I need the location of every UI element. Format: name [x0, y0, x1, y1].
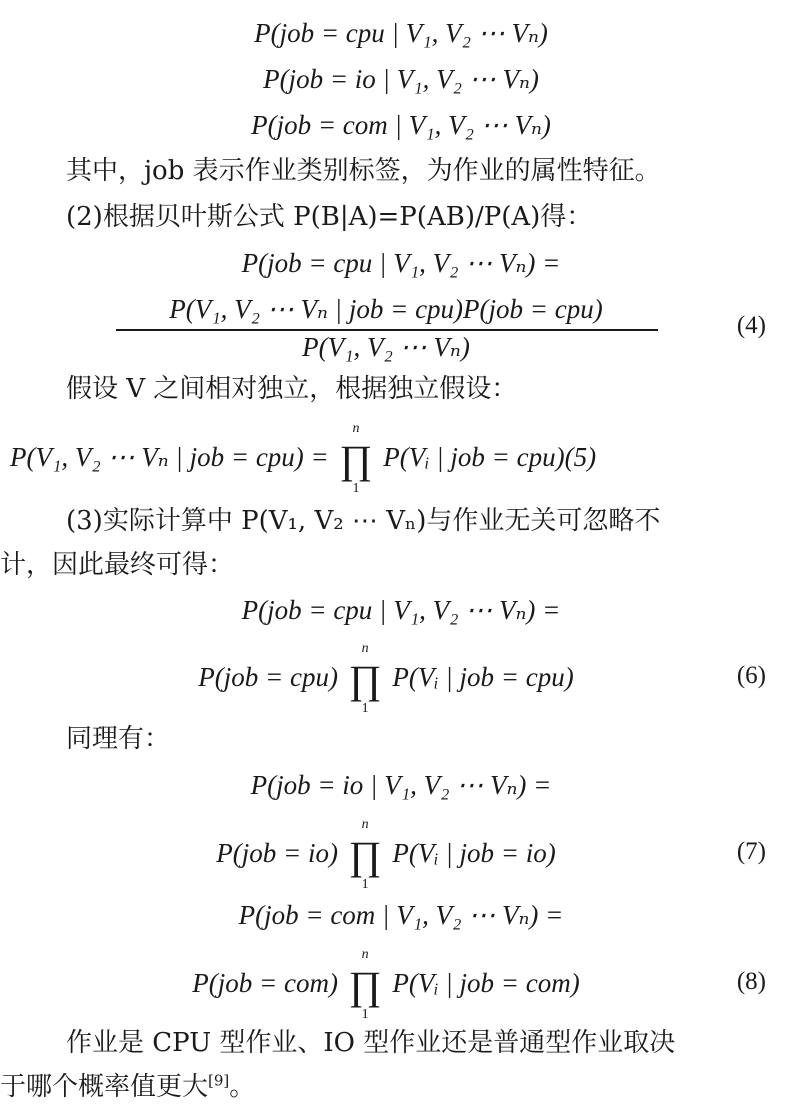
paragraph-independence: 假设 V 之间相对独立，根据独立假设： — [66, 374, 518, 404]
equation-8-number: (8) — [736, 968, 766, 995]
equation-8-lhs: P(job = com | V₁, V₂ ⋯ Vₙ) = — [238, 900, 564, 930]
equation-4-number: (4) — [736, 312, 766, 339]
equation-8-rhs: P(job = com) ∏ n 1 P(Vᵢ | job = com) — [192, 947, 580, 1022]
product-symbol: ∏ n 1 — [348, 641, 382, 716]
equation-4-lhs: P(job = cpu | V₁, V₂ ⋯ Vₙ) = — [241, 248, 561, 278]
paragraph-similarly: 同理有： — [66, 724, 171, 754]
equation-io-conditional: P(job = io | V₁, V₂ ⋯ Vₙ) — [263, 64, 539, 94]
paragraph-conclusion-line1: 作业是 CPU 型作业、IO 型作业还是普通型作业取决 — [66, 1028, 676, 1058]
equation-4-numerator: P(V₁, V₂ ⋯ Vₙ | job = cpu)P(job = cpu) — [169, 294, 603, 324]
product-symbol: ∏ n 1 — [348, 947, 382, 1022]
equation-cpu-conditional: P(job = cpu | V₁, V₂ ⋯ Vₙ) — [254, 18, 548, 48]
product-symbol: ∏ n 1 — [339, 421, 373, 496]
paragraph-calculation-line2: 计，因此最终可得： — [0, 550, 235, 580]
citation-ref[interactable]: [9] — [208, 1071, 230, 1090]
paragraph-bayes-formula: (2)根据贝叶斯公式 P(B|A)=P(AB)/P(A)得： — [66, 202, 593, 232]
paragraph-conclusion-line2 — [0, 1070, 255, 1104]
equation-6-rhs: P(job = cpu) ∏ n 1 P(Vᵢ | job = cpu) — [198, 641, 574, 716]
product-symbol: ∏ n 1 — [348, 817, 382, 892]
equation-com-conditional: P(job = com | V₁, V₂ ⋯ Vₙ) — [251, 110, 551, 140]
equation-4-denominator: P(V₁, V₂ ⋯ Vₙ) — [302, 332, 470, 362]
equation-7-rhs: P(job = io) ∏ n 1 P(Vᵢ | job = io) — [216, 817, 556, 892]
equation-6-number: (6) — [736, 662, 766, 689]
paragraph-job-label: 其中，job 表示作业类别标签，为作业的属性特征。 — [66, 156, 661, 186]
equation-6-lhs: P(job = cpu | V₁, V₂ ⋯ Vₙ) = — [241, 595, 561, 625]
conclusion-period: 。 — [229, 1072, 256, 1102]
equation-7-number: (7) — [736, 838, 766, 865]
paragraph-calculation-line1: (3)实际计算中 P(V₁, V₂ ⋯ Vₙ)与作业无关可忽略不 — [66, 506, 661, 536]
equation-7-lhs: P(job = io | V₁, V₂ ⋯ Vₙ) = — [250, 770, 552, 800]
equation-5: P(V₁, V₂ ⋯ Vₙ | job = cpu) = ∏ n 1 P(Vᵢ | job = cpu)(5) — [10, 421, 597, 496]
conclusion-text: 于哪个概率值更大 — [0, 1072, 209, 1102]
